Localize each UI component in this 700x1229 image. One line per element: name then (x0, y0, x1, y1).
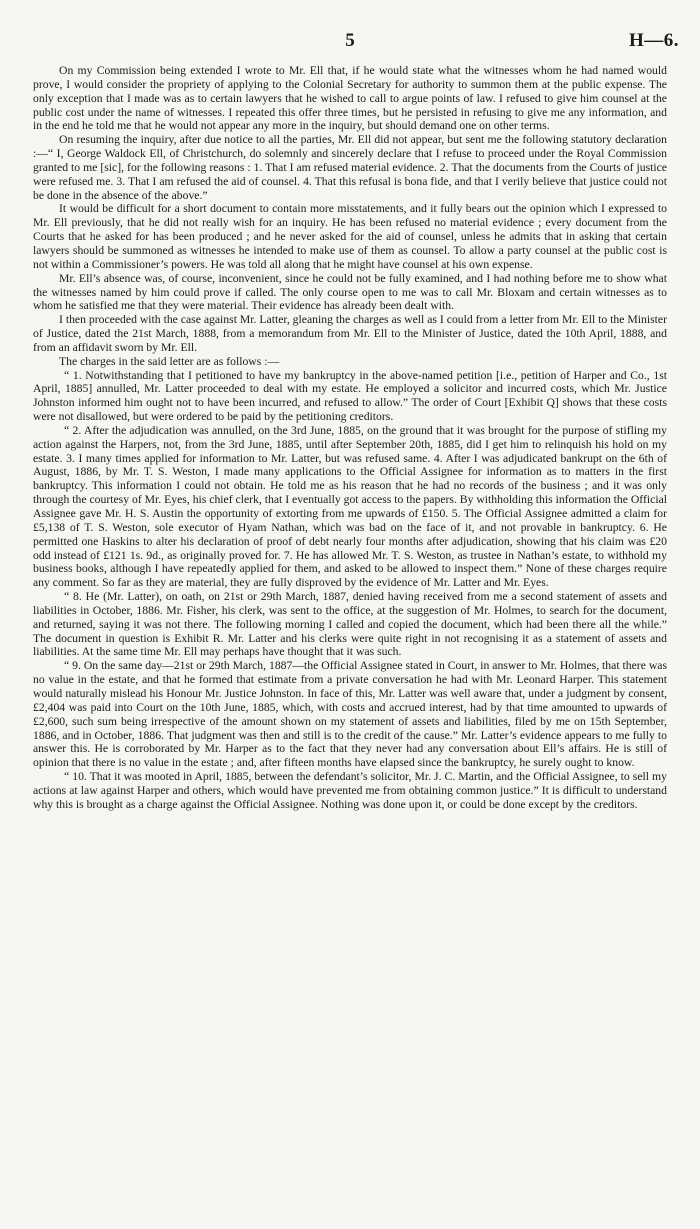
paragraph-charges-intro: The charges in the said letter are as follows :— (59, 354, 280, 368)
paragraph-ell-absence: Mr. Ell’s absence was, of course, inconvenient, since he could not be fully examined, and I had nothing before me to show what the witnesses named by him could prove if called. The only course open to me was to call Mr. Bloxam and certain witnesses as to whom he satisfied me that they were material. Their evidence has already been dealt with. (33, 271, 667, 313)
page-number: 5 (345, 30, 355, 51)
charges-2-to-7: “ 2. After the adjudication was annulled, on the 3rd June, 1885, on the ground that it was brought for the purpose of stifling my action against the Harpers, not, from the 3rd June, 1885, until after September 20th, 1885, did I get him to relinquish his hold on my estate. 3. I many times applied for information to Mr. Latter, but was refused same. 4. After I was adjudicated bankrupt on the 6th of August, 1886, by Mr. T. S. Weston, I made many applications to the Official Assignee for information as to matters in the first bankruptcy. This information I could not obtain. He told me as his reason that he had no records of the business ; and it was only through the courtesy of Mr. Eyes, his chief clerk, that I eventually got access to the papers. By withholding this information the Official Assignee gave Mr. H. S. Austin the opportunity of extorting from me upwards of £150. 5. The Official Assignee admitted a claim for £5,138 of T. S. Weston, sole executor of Hyam Nathan, which was bad on the face of it, and not provable in bankruptcy. 6. He permitted one Haskins to alter his declaration of proof of debt nearly four months after adjudication, showing that his claim was £20 odd instead of £121 1s. 9d., as originally proved for. 7. He has allowed Mr. T. S. Weston, as trustee in Nathan’s estate, to withhold my business books, although I have repeatedly applied for them, and asked to be allowed to inspect them.” None of these charges require any comment. So far as they are material, they are fully disproved by the evidence of Mr. Latter and Mr. Eyes. (33, 423, 668, 590)
charge-10: “ 10. That it was mooted in April, 1885, between the defendant’s solicitor, Mr. J. C. Martin, and the Official Assignee, to sell my actions at law against Harper and others, which would have prevented me from obtaining common justice.” It is difficult to understand why this is brought as a charge against the Official Assignee. Nothing was done upon it, or could be done except by the creditors. (33, 770, 667, 811)
document-reference: H—6. (628, 30, 679, 51)
paragraph-commission-extended: On my Commission being extended I wrote to Mr. Ell that, if he would state what the witnesses whom he had named would prove, I would consider the propriety of applying to the Colonial Secretary for authority to summon them at the public expense. The only exception that I made was as to certain lawyers that he wished to call to argue points of law. I refused to give him counsel at the public cost under the name of witnesses. I repeated this offer three times, but he persisted in refusing to give me any information, and in the end he told me that he would not appear any more in the inquiry, but should demand one on other terms. (33, 64, 667, 133)
charge-8: “ 8. He (Mr. Latter), on oath, on 21st or 29th March, 1887, denied having received from me a second statement of assets and liabilities in October, 1886. Mr. Fisher, his clerk, was sent to the office, at the suggestion of Mr. Holmes, to search for the document, and returned, saying it was not there. The following morning I called and copied the document, which had been there all the while.” The document in question is Exhibit R. Mr. Latter and his clerks were quite right in not recognising it as a statement of assets and liabilities. At the same time Mr. Ell may perhaps have thought that it was such. (33, 590, 667, 659)
charge-1: “ 1. Notwithstanding that I petitioned to have my bankruptcy in the above-named petition [i.e., petition of Harper and Co., 1st April, 1885] annulled, Mr. Latter proceeded to deal with my estate. He employed a solicitor and incurred costs, which Mr. Justice Johnston informed him ought not to have been incurred, and refused to allow.” The order of Court [Exhibit Q] shows that these costs were not disallowed, but were ordered to be paid by the petitioning creditors. (33, 368, 667, 424)
body-text (33, 64, 667, 812)
paragraph-resuming-inquiry: On resuming the inquiry, after due notice to all the parties, Mr. Ell did not appear, but sent me the following statutory declaration :—“ I, George Waldock Ell, of Christchurch, do solemnly and sincerely declare that I refuse to proceed under the Royal Commission granted to me [sic], for the following reasons : 1. That I am refused material evidence. 2. That the documents from the Courts of justice were refused me. 3. That I am refused the aid of counsel. 4. That this refusal is bona fide, and that I verily believe that justice could not be done in the absence of the above.” (33, 133, 667, 202)
charge-9: “ 9. On the same day—21st or 29th March, 1887—the Official Assignee stated in Court, in answer to Mr. Holmes, that there was no value in the estate, and that he formed that estimate from a private conversation he had with Mr. Leonard Harper. This statement would naturally mislead his Honour Mr. Justice Johnston. In face of this, Mr. Latter was well aware that, under a judgment by consent, £2,404 was paid into Court on the 10th June, 1885, which, with costs and accrued interest, had by that time amounted to upwards of £2,600, such sum being irrespective of the amount shown on my statement of assets and liabilities, filed by me on 15th September, 1886, and in October, 1886. That judgment was then and still is to the credit of the cause.” Mr. Latter’s evidence appears to me fully to answer this. He is corroborated by Mr. Harper as to the fact that they never had any conversation about Ell’s affairs. He is still of opinion that there is no value in the estate ; and, after fifteen months have elapsed since the bankruptcy, he surely ought to know. (33, 659, 667, 770)
paragraph-case-against-latter: I then proceeded with the case against Mr. Latter, gleaning the charges as well as I could from a letter from Mr. Ell to the Minister of Justice, dated the 21st March, 1888, from a memorandum from Mr. Ell to the Minister of Justice, dated the 10th April, 1888, and from an affidavit sworn by Mr. Ell. (33, 313, 667, 354)
paragraph-misstatements: It would be difficult for a short document to contain more misstatements, and it fully bears out the opinion which I expressed to Mr. Ell previously, that he did not really wish for an inquiry. He has been refused no material evidence ; every document from the Courts that he asked for has been produced ; and he never asked for the aid of counsel, unless he admits that in asking that certain lawyers should be summoned as witnesses he intended to make use of them as counsel. To allow a party counsel at the public cost is not within a Commissioner’s powers. He was told all along that he might have counsel at his own expense. (33, 202, 667, 271)
